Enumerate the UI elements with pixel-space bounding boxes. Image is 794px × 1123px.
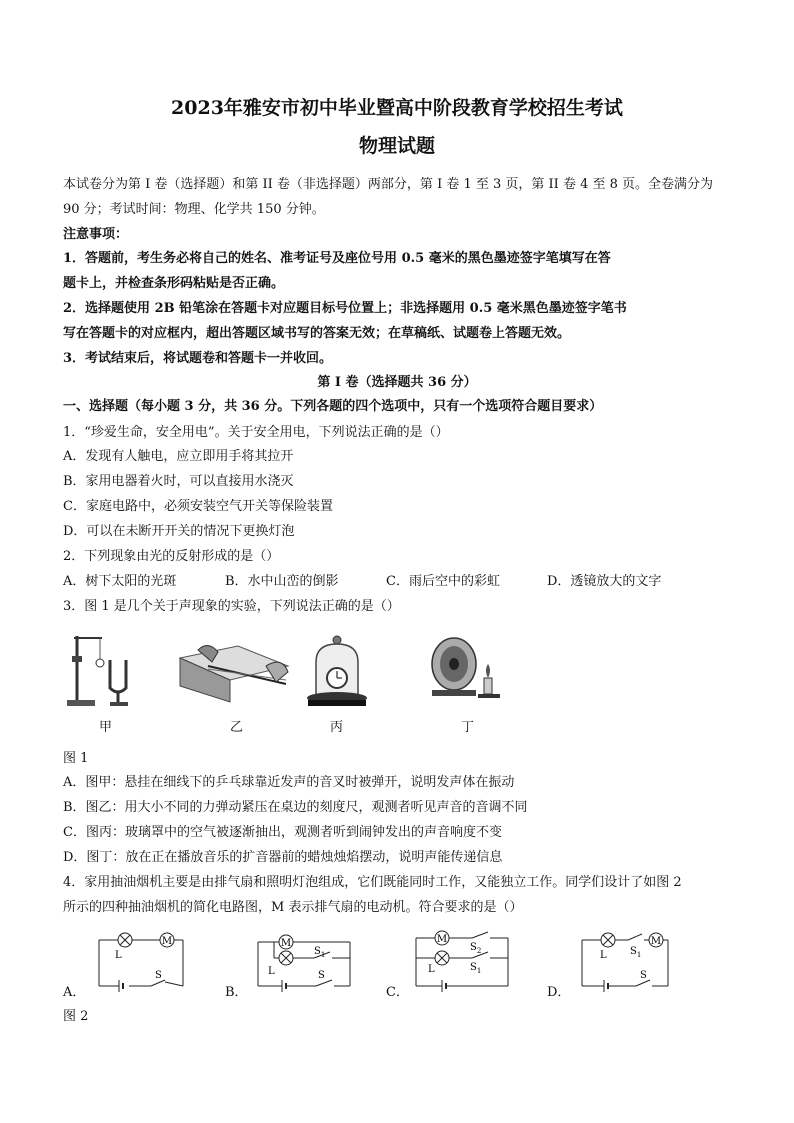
b-switch1-sub: 1 [320,951,326,959]
circuit-diagram-d [578,930,672,996]
volume-heading: 第 I 卷（选择题共 36 分） [317,375,477,390]
c-lamp-label: L [428,964,435,975]
circuit-diagram-c [412,928,512,996]
b-switch-label: S [318,970,325,981]
q2-option-a: A．树下太阳的光斑 [63,574,177,589]
q3-stem: 3．图 1 是几个关于声现象的实验，下列说法正确的是（） [63,599,400,614]
intro-line-2: 90 分；考试时间：物理、化学共 150 分钟。 [63,202,325,217]
d-switch1-label [630,946,641,959]
q3-option-d: D．图丁：放在正在播放音乐的扩音器前的蜡烛烛焰摆动，说明声能传递信息 [63,850,503,865]
figure-1-caption: 图 1 [63,751,89,766]
q1-option-b: B．家用电器着火时，可以直接用水浇灭 [63,474,294,489]
q1-option-a: A．发现有人触电，应立即用手将其拉开 [63,449,294,464]
note-1a: 1．答题前，考生务必将自己的姓名、准考证号及座位号用 0.5 毫米的黑色墨迹签字笔填写在答 [63,251,611,266]
note-1b: 题卡上，并检查条形码粘贴是否正确。 [63,276,285,291]
fig1-label-bing: 丙 [330,720,344,735]
q1-option-d: D．可以在未断开开关的情况下更换灯泡 [63,524,295,539]
q1-stem: 1．“珍爱生命，安全用电”。关于安全用电，下列说法正确的是（） [63,425,449,440]
q2-stem: 2．下列现象由光的反射形成的是（） [63,549,280,564]
b-lamp-label: L [268,966,275,977]
q4-option-a: A． [63,985,86,1000]
a-motor-label: M [161,936,173,947]
d-switch1-letter: S [630,946,637,957]
a-lamp-label: L [115,950,122,961]
fig1-label-yi: 乙 [230,720,244,735]
d-switch1-sub: 1 [636,951,642,959]
d-switch-label: S [640,970,647,981]
q2-option-c: C．雨后空中的彩虹 [386,574,500,589]
q4-option-c: C． [386,985,409,1000]
figure-bing-bell-jar [302,634,372,712]
q3-option-a: A．图甲：悬挂在细线下的乒乓球靠近发声的音叉时被弹开，说明发声体在振动 [63,775,515,790]
notes-heading: 注意事项： [63,227,129,242]
q4-stem-2: 所示的四种抽油烟机的简化电路图，M 表示排气扇的电动机。符合要求的是（） [63,900,523,915]
figure-jia-tuning-fork [62,630,142,712]
a-switch-label: S [155,970,162,981]
q4-stem-1: 4．家用抽油烟机主要是由排气扇和照明灯泡组成，它们既能同时工作，又能独立工作。同学们设计了如图 2 [63,875,682,890]
figure-ding-speaker-candle [428,634,508,704]
q3-option-b: B．图乙：用大小不同的力弹动紧压在桌边的刻度尺，观测者听见声音的音调不同 [63,800,528,815]
exam-title: 2023年雅安市初中毕业暨高中阶段教育学校招生考试 [171,97,623,119]
note-3: 3．考试结束后，将试题卷和答题卡一并收回。 [63,351,333,366]
q1-option-c: C．家庭电路中，必须安装空气开关等保险装置 [63,499,333,514]
c-switch2-label [470,942,481,955]
q4-option-b: B． [225,985,248,1000]
fig1-label-jia: 甲 [99,720,113,735]
d-motor-label: M [650,936,662,947]
intro-line-1: 本试卷分为第 I 卷（选择题）和第 II 卷（非选择题）两部分，第 I 卷 1 至 3 页，第 II 卷 4 至 8 页。全卷满分为 [63,177,714,192]
b-motor-label: M [280,938,292,949]
c-switch1-letter: S [470,962,477,973]
circuit-diagram-b [254,930,354,996]
q2-option-b: B．水中山峦的倒影 [225,574,339,589]
note-2b: 写在答题卡的对应框内，超出答题区域书写的答案无效；在草稿纸、试题卷上答题无效。 [63,326,571,341]
c-switch1-sub: 1 [476,967,482,975]
q2-option-d: D．透镜放大的文字 [547,574,662,589]
figure-yi-ruler [178,636,293,706]
circuit-diagram-a [95,930,187,996]
fig1-label-ding: 丁 [461,720,475,735]
note-2a: 2．选择题使用 2B 铅笔涂在答题卡对应题目标号位置上；非选择题用 0.5 毫米黑色墨迹签字笔书 [63,301,627,316]
c-motor-label: M [436,934,448,945]
exam-subtitle: 物理试题 [358,135,435,157]
c-switch2-sub: 2 [476,947,482,955]
d-lamp-label: L [600,950,607,961]
c-switch1-label [470,962,481,975]
figure-2-caption: 图 2 [63,1009,89,1024]
q3-option-c: C．图丙：玻璃罩中的空气被逐渐抽出，观测者听到闹钟发出的声音响度不变 [63,825,502,840]
part-heading: 一、选择题（每小题 3 分，共 36 分。下列各题的四个选项中，只有一个选项符合题目要求） [63,399,603,414]
q4-option-d: D． [547,985,571,1000]
c-switch2-letter: S [470,942,477,953]
b-switch1-letter: S [314,946,321,957]
